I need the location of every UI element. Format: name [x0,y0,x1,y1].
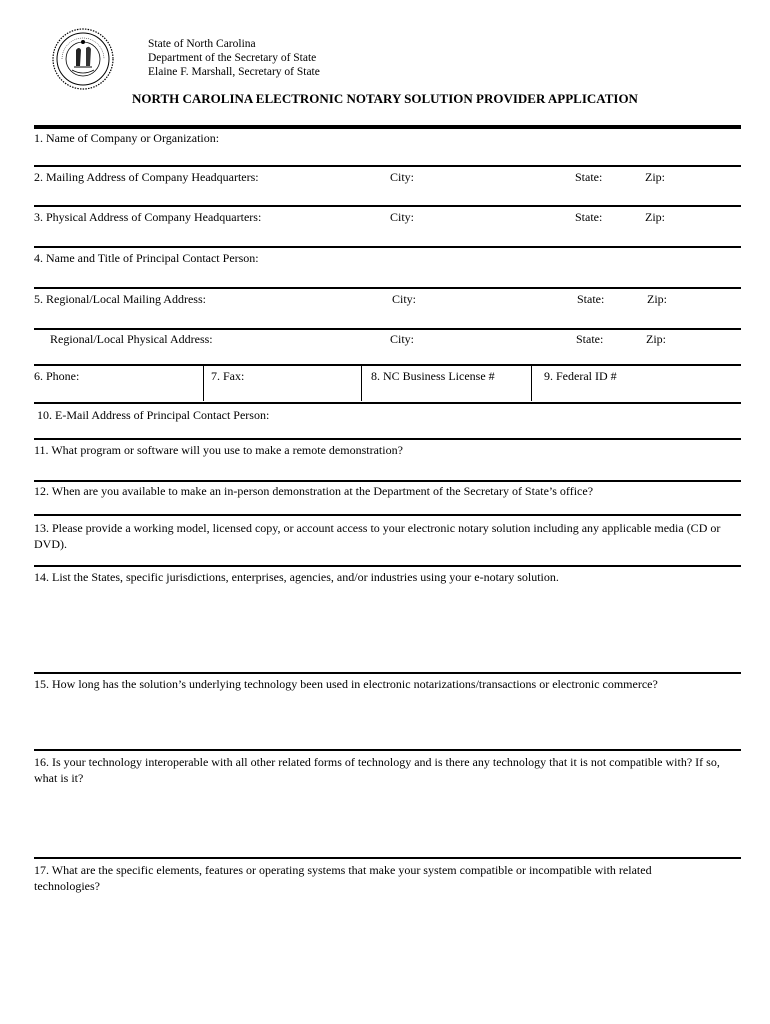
q3-state-label: State: [575,210,603,224]
q13-label: 13. Please provide a working model, licensed copy, or account access to your electronic notary solution including any applicable media (CD or DVD). [34,521,721,551]
page-title: NORTH CAROLINA ELECTRONIC NOTARY SOLUTION PROVIDER APPLICATION [132,91,638,106]
q2-zip-label: Zip: [645,170,665,184]
q6-divider [203,366,204,401]
q16-label: 16. Is your technology interoperable with all other related forms of technology and is there any technology that it is not compatible with? If so, what is it? [34,755,720,785]
header-department: Department of the Secretary of State [148,52,317,64]
q4-label: 4. Name and Title of Principal Contact Person: [34,251,259,265]
q5b-zip-label: Zip: [646,332,666,346]
q10-label: 10. E-Mail Address of Principal Contact Person: [37,408,270,422]
q14-rule [34,672,741,674]
q8-label: 8. NC Business License # [371,369,495,383]
q10-rule [34,438,741,440]
q5-zip-label: Zip: [647,292,667,306]
q2-rule [34,205,741,207]
q3-rule [34,246,741,248]
q3-zip-label: Zip: [645,210,665,224]
q17-label: 17. What are the specific elements, features or operating systems that make your system compatible or incompatible with related technologies? [34,863,652,893]
q5b-label: Regional/Local Physical Address: [50,332,213,346]
title-rule [34,125,741,129]
q9-label: 9. Federal ID # [544,369,617,383]
q5-rule [34,328,741,330]
q13-rule [34,565,741,567]
q4-rule [34,287,741,289]
q5b-rule [34,364,741,366]
q3-city-label: City: [390,210,415,224]
q5-label: 5. Regional/Local Mailing Address: [34,292,206,306]
q5-city-label: City: [392,292,417,306]
q6-9-rule [34,402,741,404]
q7-divider [361,366,362,401]
state-seal [52,28,114,90]
header-block [148,37,320,79]
q12-rule [34,514,741,516]
q2-city-label: City: [390,170,415,184]
q1-label: 1. Name of Company or Organization: [34,131,220,145]
q14-label: 14. List the States, specific jurisdictions, enterprises, agencies, and/or industries using your e-notary solution. [34,570,559,584]
q11-label: 11. What program or software will you use to make a remote demonstration? [34,443,403,457]
q6-label: 6. Phone: [34,369,80,383]
q12-label: 12. When are you available to make an in-person demonstration at the Department of the Secretary of State’s office? [34,484,594,498]
q5b-state-label: State: [576,332,604,346]
q16-rule [34,857,741,859]
q3-label: 3. Physical Address of Company Headquarters: [34,210,262,224]
q2-state-label: State: [575,170,603,184]
header-state: State of North Carolina [148,38,256,50]
header-secretary: Elaine F. Marshall, Secretary of State [148,66,320,78]
q15-label: 15. How long has the solution’s underlying technology been used in electronic notarizations/transactions or electronic commerce? [34,677,658,691]
q8-divider [531,366,532,401]
q1-rule [34,165,741,167]
q7-label: 7. Fax: [211,369,245,383]
q15-rule [34,749,741,751]
q5-state-label: State: [577,292,605,306]
q5b-city-label: City: [390,332,415,346]
q2-label: 2. Mailing Address of Company Headquarters: [34,170,259,184]
q11-rule [34,480,741,482]
